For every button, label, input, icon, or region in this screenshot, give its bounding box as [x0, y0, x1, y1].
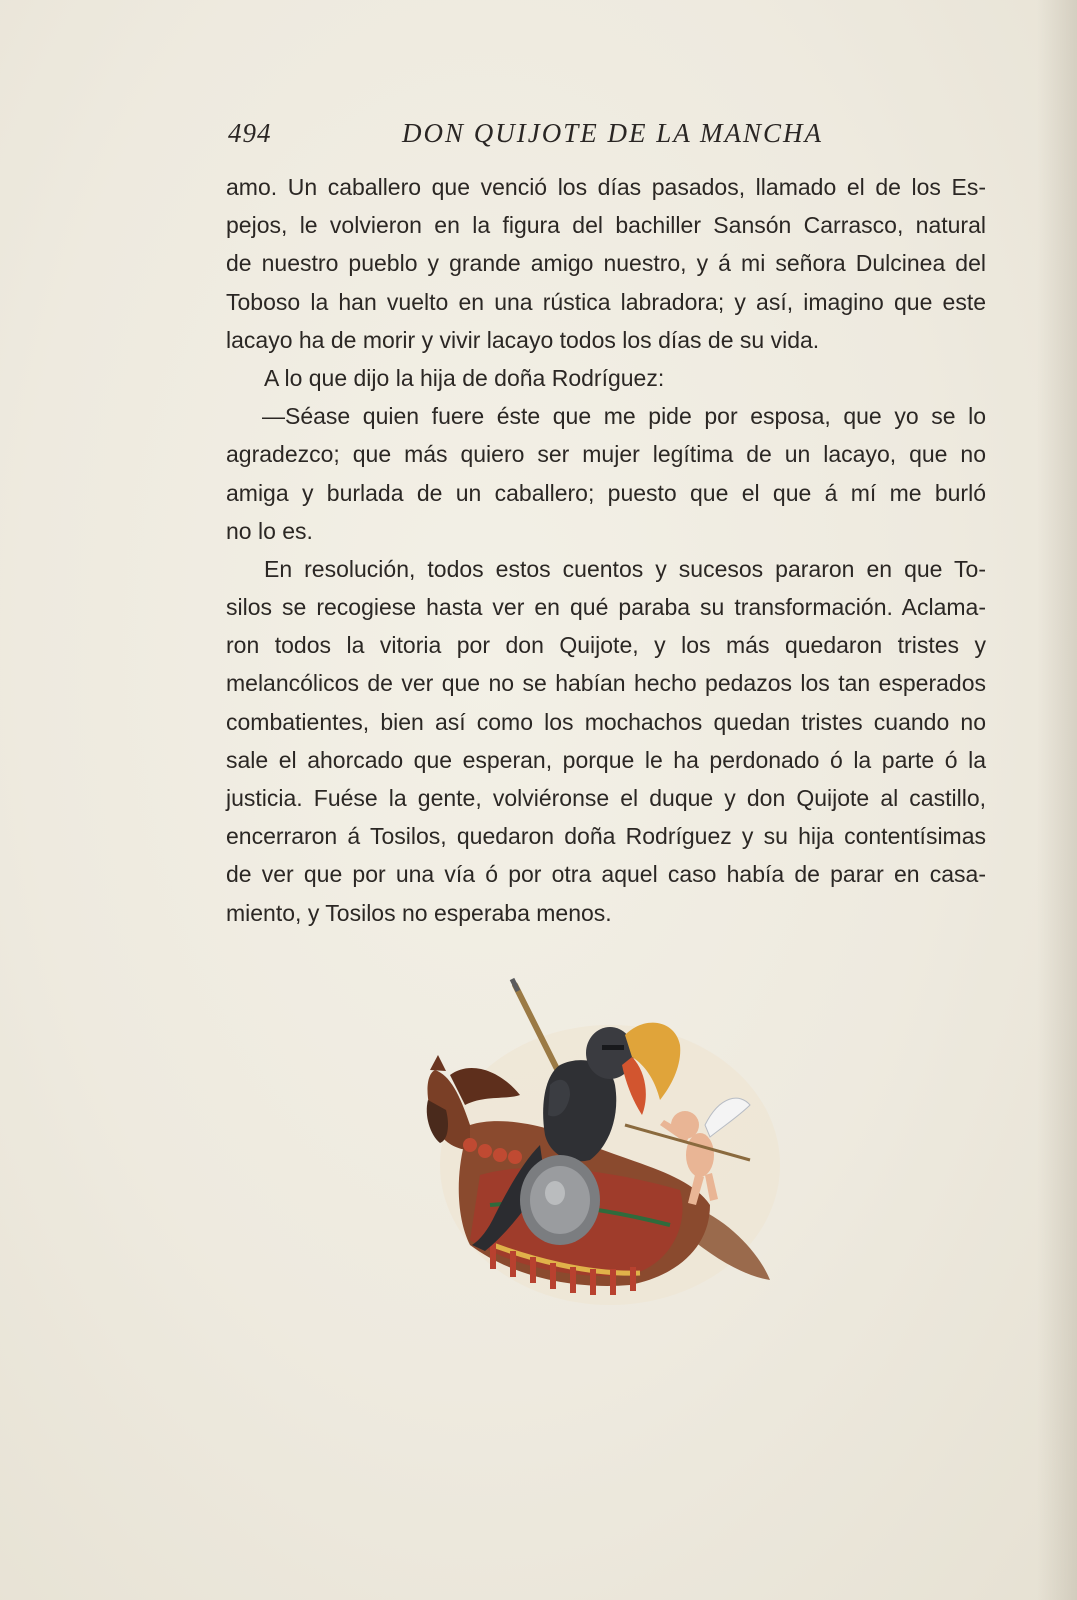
text-line: melancólicos de ver que no se habían hecho pedazos los tan esperados: [226, 670, 986, 697]
helmet-visor: [602, 1045, 624, 1050]
knight-vignette-illustration: [410, 975, 790, 1325]
horse-ear: [430, 1055, 446, 1071]
text-line: A lo que dijo la hija de doña Rodríguez:: [264, 364, 665, 391]
text-line: amo. Un caballero que venció los días pasados, llamado el de los Es-: [226, 174, 986, 200]
text-line: sale el ahorcado que esperan, porque le ha perdonado ó la parte ó la: [226, 746, 986, 773]
shield-highlight: [545, 1181, 565, 1205]
text-line: —Séase quien fuere éste que me pide por esposa, que yo se lo: [262, 403, 986, 430]
text-line: de nuestro pueblo y grande amigo nuestro, y á mi señora Dulcinea del: [226, 250, 986, 277]
text-line: pejos, le volvieron en la figura del bachiller Sansón Carrasco, natural: [226, 212, 986, 239]
text-line: silos se recogiese hasta ver en qué paraba su transformación. Aclama-: [226, 594, 986, 621]
text-line: ron todos la vitoria por don Quijote, y los más quedaron tristes y: [226, 632, 986, 659]
binding-shadow: [1037, 0, 1077, 1600]
text-line: no lo es.: [226, 517, 313, 544]
text-line: miento, y Tosilos no esperaba menos.: [226, 899, 612, 926]
text-line: combatientes, bien así como los mochachos quedan tristes cuando no: [226, 708, 986, 735]
running-head: [228, 118, 828, 158]
text-line: Toboso la han vuelto en una rústica labradora; y así, imagino que este: [226, 288, 986, 315]
text-line: de ver que por una vía ó por otra aquel caso había de parar en casa-: [226, 861, 986, 888]
text-line: encerraron á Tosilos, quedaron doña Rodríguez y su hija contentísimas: [226, 823, 986, 850]
page-number: 494: [228, 118, 272, 148]
text-line: lacayo ha de morir y vivir lacayo todos los días de su vida.: [226, 326, 820, 353]
lance-tip: [512, 979, 518, 991]
text-line: amiga y burlada de un caballero; puesto que el que á mí me burló: [226, 479, 986, 506]
body-text: [226, 168, 986, 932]
text-line: agradezco; que más quiero ser mujer legítima de un lacayo, que no: [226, 441, 986, 468]
running-title: DON QUIJOTE DE LA MANCHA: [402, 118, 823, 148]
text-line: justicia. Fuése la gente, volviéronse el duque y don Quijote al castillo,: [226, 785, 986, 811]
text-line: En resolución, todos estos cuentos y sucesos pararon en que To-: [264, 555, 986, 582]
